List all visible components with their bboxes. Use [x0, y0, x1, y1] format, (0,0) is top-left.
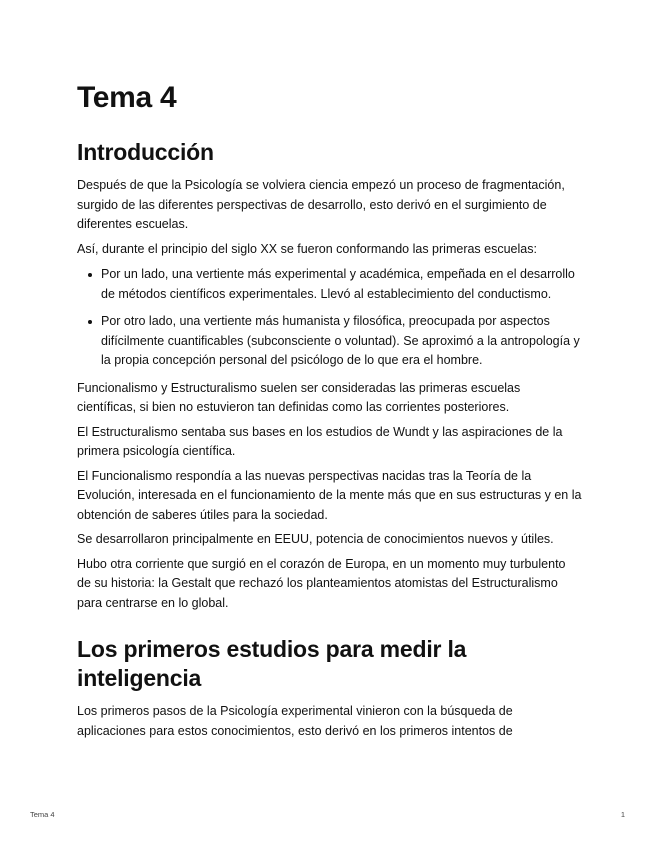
- bullet-list: [77, 265, 582, 371]
- paragraph: Hubo otra corriente que surgió en el corazón de Europa, en un momento muy turbulento de su historia: la Gestalt que rechazó los planteamientos atomistas del Estructuralismo para centrarse en lo global.: [77, 556, 566, 610]
- page-title: Tema 4: [77, 81, 177, 114]
- section-heading-introduccion: Introducción: [77, 139, 214, 165]
- paragraph: Se desarrollaron principalmente en EEUU, potencia de conocimientos nuevos y útiles.: [77, 532, 554, 546]
- page-number: 1: [620, 810, 625, 819]
- list-item: Por otro lado, una vertiente más humanista y filosófica, preocupada por aspectos difícilmente cuantificables (subconsciente o voluntad). Se aproximó a la antropología y la propia concepción personal del psicólogo de lo que era el hombre.: [101, 312, 582, 371]
- paragraph: Así, durante el principio del siglo XX se fueron conformando las primeras escuelas:: [77, 241, 537, 256]
- paragraph: Los primeros pasos de la Psicología experimental vinieron con la búsqueda de aplicaciones para estos conocimientos, esto derivó en los primeros intentos de: [77, 704, 513, 738]
- paragraph: El Funcionalismo respondía a las nuevas perspectivas nacidas tras la Teoría de la Evolución, interesada en el funcionamiento de la mente más que en sus estructuras y en la obtención de saberes útiles para la sociedad.: [77, 468, 582, 522]
- section-heading-inteligencia: Los primeros estudios para medir la inteligencia: [77, 636, 467, 691]
- paragraph: Funcionalismo y Estructuralismo suelen ser consideradas las primeras escuelas científicas, si bien no estuvieron tan definidas como las corrientes posteriores.: [77, 380, 521, 414]
- page-content: [77, 80, 582, 746]
- footer-label: Tema 4: [30, 810, 55, 819]
- list-item: Por un lado, una vertiente más experimental y académica, empeñada en el desarrollo de métodos científicos experimentales. Llevó al establecimiento del conductismo.: [101, 265, 582, 304]
- paragraph: El Estructuralismo sentaba sus bases en los estudios de Wundt y las aspiraciones de la primera psicología científica.: [77, 424, 563, 458]
- paragraph: Después de que la Psicología se volviera ciencia empezó un proceso de fragmentación, surgido de las diferentes perspectivas de desarrollo, esto derivó en el surgimiento de diferentes escuelas.: [77, 178, 565, 231]
